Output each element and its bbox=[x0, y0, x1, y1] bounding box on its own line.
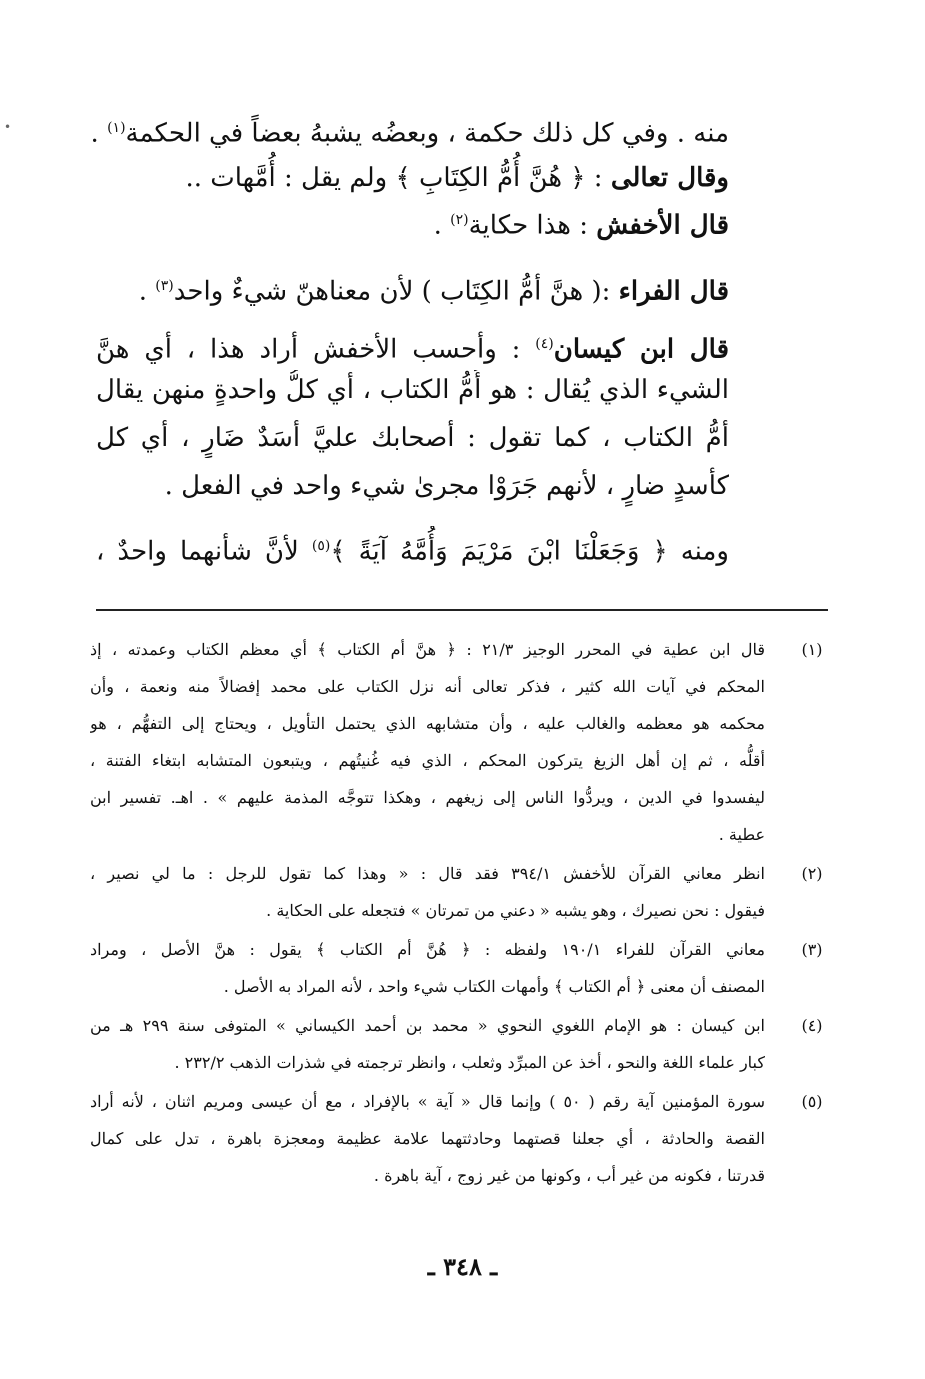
footnote-line: كبار علماء اللغة والنحو ، أخذ عن المبرِّد وثعلب ، وانظر ترجمته في شذرات الذهب ٢٣٢/٢ . bbox=[174, 1053, 765, 1072]
footnote-line: ليفسدوا في الدين ، ويردُّوا الناس إلى زيغهم ، وهكذا تتوجَّه المذمة عليهم » . اهـ. تفسير ابن bbox=[90, 788, 765, 807]
footnote-line: ابن كيسان : هو الإمام اللغوي النحوي « محمد بن أحمد الكيساني » المتوفى سنة ٢٩٩ هـ من bbox=[90, 1016, 765, 1035]
text-span: : وأحسب الأخفش أراد هذا ، أي هنَّ bbox=[96, 334, 536, 364]
text-span: : ﴿ هُنَّ أُمُّ الكِتَابِ ﴾ ولم يقل : أُمَّهات .. bbox=[185, 163, 611, 193]
text-span: كأسدٍ ضارٍ ، لأنهم جَرَوْا مجرىٰ شيء واحد في الفعل . bbox=[164, 471, 729, 501]
speaker-name: قال الفراء bbox=[618, 276, 729, 307]
speaker-name: وقال تعالى bbox=[610, 163, 729, 193]
text-line bbox=[96, 526, 729, 566]
footnote-line: فيقول : نحن نصيرك ، وهو يشبه « دعني من تمرتان » فتجعله على الحكاية . bbox=[266, 901, 765, 920]
footnote-line: القصة والحادثة ، أي جعلنا قصتهما وحادثتهما علامة عظيمة ومعجزة باهرة ، تدل على كمال bbox=[90, 1129, 765, 1148]
text-span: منه . وفي كل ذلك حكمة ، وبعضُه يشبهُ بعضاً في الحكمة bbox=[125, 118, 729, 149]
text-span: :( هنَّ أمُّ الكِتَاب ) لأن معناهنّ شيءٌ واحد bbox=[173, 276, 619, 307]
text-span: . bbox=[433, 210, 451, 241]
text-line bbox=[96, 266, 729, 312]
footnote-separator bbox=[96, 609, 828, 611]
text-span: : هذا حكاية bbox=[468, 210, 597, 241]
footnote-number: (٥) bbox=[801, 1092, 823, 1111]
text-line bbox=[96, 418, 729, 458]
text-span: . bbox=[138, 276, 156, 307]
footnote-line: قال ابن عطية في المحرر الوجيز ٢١/٣ : ﴿ هنَّ أم الكتاب ﴾ أي معظم الكتاب وعمدته ، إذ bbox=[90, 640, 765, 659]
text-line bbox=[90, 108, 729, 154]
footnote-line: المصنف أن معنى ﴿ أم الكتاب ﴾ وأمهات الكتاب شيء واحد ، لأنه المراد به الأصل . bbox=[223, 977, 765, 996]
text-line bbox=[96, 200, 729, 246]
footnote-line: محكمه هو معظمه والغالب عليه ، وأن متشابهه الذي يحتمل التأويل ، ويحتاج إلى التفهُّم ، هو bbox=[90, 714, 765, 733]
text-line bbox=[96, 324, 729, 364]
text-span: لأنَّ شأنهما واحدٌ ، bbox=[96, 536, 312, 566]
footnote-line: انظر معاني القرآن للأخفش ٣٩٤/١ فقد قال : « وهذا كما تقول للرجل : ما لي نصير ، bbox=[90, 864, 765, 883]
text-line bbox=[96, 158, 729, 198]
text-span: أمُّ الكتاب ، كما تقول : أصحابك عليَّ أسَدٌ ضَارٍ ، أي كل bbox=[96, 423, 729, 453]
footnote-line: عطية . bbox=[718, 825, 765, 844]
scan-edge-mark: • bbox=[4, 120, 12, 134]
footnote-line: معاني القرآن للفراء ١٩٠/١ ولفظه : ﴿ هُنَّ أم الكتاب ﴾ يقول : هنَّ الأصل ، ومراد bbox=[90, 940, 765, 959]
footnote-number: (١) bbox=[801, 640, 823, 659]
footnote-marker: (٣) bbox=[155, 278, 174, 294]
footnote-line: أقلُّه ، ثم إن أهل الزيغ يتركون المحكم ، الذي فيه غُنيتُهم ، ويتبعون المتشابه ابتغاء الفتنة ، bbox=[90, 751, 765, 770]
text-line bbox=[96, 370, 729, 410]
text-span: . bbox=[90, 118, 108, 149]
footnote-line: سورة المؤمنين آية رقم ( ٥٠ ) وإنما قال « آية » بالإفراد ، مع أن عيسى ومريم اثنان ، لأنه أراد bbox=[90, 1092, 765, 1111]
footnote-marker: (٤) bbox=[535, 336, 554, 352]
text-line bbox=[96, 466, 729, 506]
footnote-number: (٢) bbox=[801, 864, 823, 883]
speaker-name: قال الأخفش bbox=[596, 210, 729, 241]
footnote-marker: (٢) bbox=[450, 212, 469, 228]
footnote-marker: (١) bbox=[107, 120, 126, 136]
page-number: ـ ٣٤٨ ـ bbox=[427, 1252, 498, 1281]
footnote-marker: (٥) bbox=[311, 538, 331, 554]
footnote-number: (٣) bbox=[801, 940, 823, 959]
footnote-line: قدرتنا ، فكونه من غير أب ، وكونها من غير زوج ، آية باهرة . bbox=[373, 1166, 765, 1185]
speaker-name: قال ابن كيسان bbox=[553, 334, 729, 364]
footnote-line: المحكم في آيات الله كثير ، فذكر تعالى أنه نزل الكتاب على محمد إفضالاً منه ونعمة ، وأن bbox=[90, 677, 765, 696]
footnote-number: (٤) bbox=[801, 1016, 823, 1035]
text-span: الشيء الذي يُقال : هو أُمُّ الكتاب ، أي كلُّ واحدةٍ منهن يقال bbox=[96, 375, 729, 405]
text-span: ومنه ﴿ وَجَعَلْنَا ابْنَ مَرْيَمَ وَأُمَّهُ آيَةً ﴾ bbox=[330, 536, 729, 566]
